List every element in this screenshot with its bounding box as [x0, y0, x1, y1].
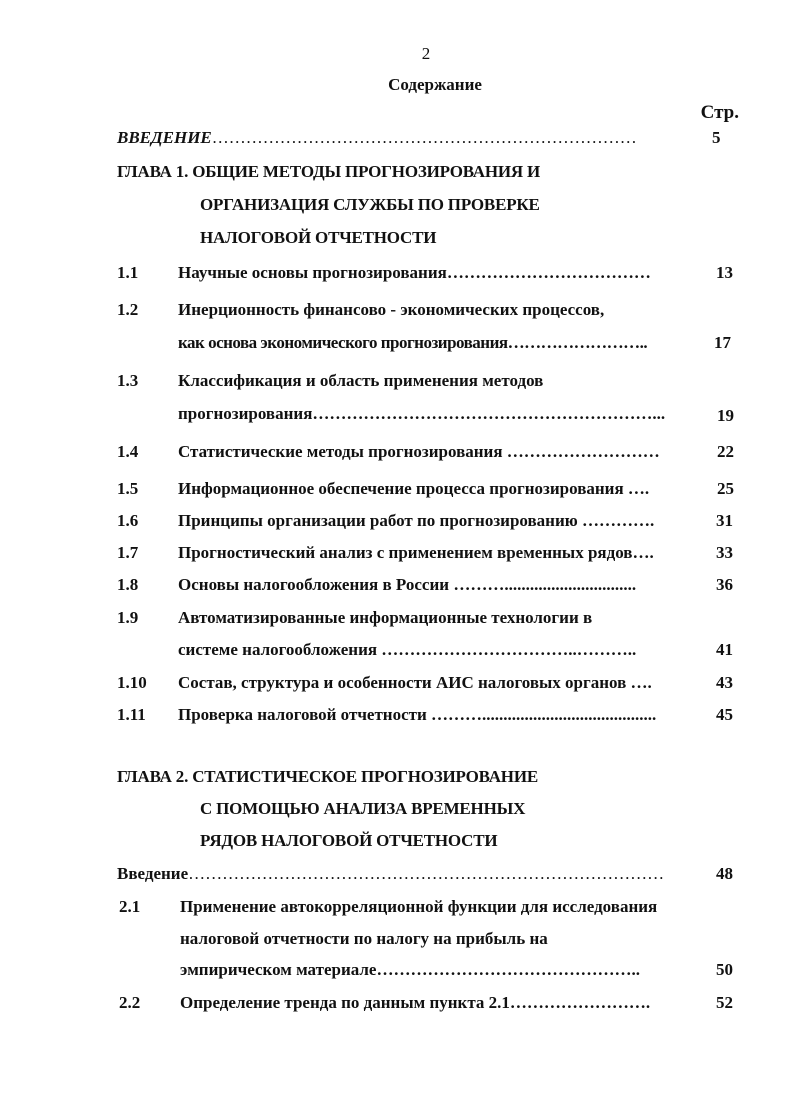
dot-leader: ………………………………………………………………… [211, 128, 637, 147]
section-title: Основы налогообложения в России ………............................... [178, 575, 637, 594]
section-title-continued: как основа экономического прогнозирования…………………….. [178, 333, 648, 352]
chapter1-heading-line1: ГЛАВА 1. ОБЩИЕ МЕТОДЫ ПРОГНОЗИРОВАНИЯ И [117, 162, 541, 181]
chapter1-heading-line2: ОРГАНИЗАЦИЯ СЛУЖБЫ ПО ПРОВЕРКЕ [200, 195, 540, 214]
section-page: 22 [717, 442, 734, 461]
toc-title: Содержание [388, 75, 482, 94]
toc-introduction [117, 128, 637, 148]
section-number: 1.4 [117, 442, 139, 461]
section-number: 1.10 [117, 673, 147, 692]
section-title: Автоматизированные информационные технологии в [178, 608, 593, 627]
section-number: 1.7 [117, 543, 139, 562]
chapter1-heading-line3: НАЛОГОВОЙ ОТЧЕТНОСТИ [200, 228, 437, 247]
introduction-page: 5 [712, 128, 721, 147]
section-page: 52 [716, 993, 733, 1012]
section-page: 25 [717, 479, 734, 498]
chapter2-heading-line2: С ПОМОЩЬЮ АНАЛИЗА ВРЕМЕННЫХ [200, 799, 526, 818]
section-title: Состав, структура и особенности АИС налоговых органов …. [178, 673, 652, 692]
section-page: 13 [716, 263, 733, 282]
chapter2-heading-line3: РЯДОВ НАЛОГОВОЙ ОТЧЕТНОСТИ [200, 831, 498, 850]
section-page: 33 [716, 543, 733, 562]
section-number: 1.11 [117, 705, 146, 724]
section-title: Применение автокорреляционной функции для исследования [180, 897, 658, 916]
section-number: 1.8 [117, 575, 139, 594]
section-title: Определение тренда по данным пункта 2.1……………………. [180, 993, 651, 1012]
section-page: 19 [717, 406, 734, 425]
section-number: 1.5 [117, 479, 139, 498]
section-title-continued: эмпирическом материале……………………………………….. [180, 960, 640, 979]
section-title: Информационное обеспечение процесса прогнозирования …. [178, 479, 650, 498]
section-page: 36 [716, 575, 733, 594]
section-number: 1.2 [117, 300, 139, 319]
section-page: 43 [716, 673, 733, 692]
page-number: 2 [421, 44, 431, 63]
section-title: Проверка налоговой отчетности ………......................................... [178, 705, 657, 724]
section-page: 17 [714, 333, 731, 352]
section-title-continued: прогнозирования……………………………………………………... [178, 404, 666, 423]
section-title-continued: системе налогообложения ……………………………..……….. [178, 640, 637, 659]
chapter2-introduction [117, 864, 664, 884]
section-number: 1.6 [117, 511, 139, 530]
section-title: Классификация и область применения методов [178, 371, 544, 390]
chapter2-introduction-label: Введение [117, 864, 189, 883]
section-page: 41 [716, 640, 733, 659]
page-column-header: Стр. [700, 102, 739, 123]
chapter2-heading-line1: ГЛАВА 2. СТАТИСТИЧЕСКОЕ ПРОГНОЗИРОВАНИЕ [117, 767, 538, 786]
section-title: Инерционность финансово - экономических процессов, [178, 300, 605, 319]
section-title: Прогностический анализ с применением временных рядов…. [178, 543, 654, 562]
section-page: 31 [716, 511, 733, 530]
section-title-continued: налоговой отчетности по налогу на прибыль на [180, 929, 548, 948]
section-number: 1.1 [117, 263, 139, 282]
section-title: Принципы организации работ по прогнозированию …………. [178, 511, 655, 530]
section-number: 2.2 [119, 993, 141, 1012]
section-page: 45 [716, 705, 733, 724]
section-number: 2.1 [119, 897, 141, 916]
dot-leader: ………………………………………………………………………… [188, 864, 665, 883]
chapter2-introduction-page: 48 [716, 864, 733, 883]
introduction-label: ВВЕДЕНИЕ [117, 128, 212, 147]
section-number: 1.9 [117, 608, 139, 627]
section-title: Научные основы прогнозирования……………………………… [178, 263, 651, 282]
section-number: 1.3 [117, 371, 139, 390]
section-page: 50 [716, 960, 733, 979]
section-title: Статистические методы прогнозирования ……………………… [178, 442, 660, 461]
